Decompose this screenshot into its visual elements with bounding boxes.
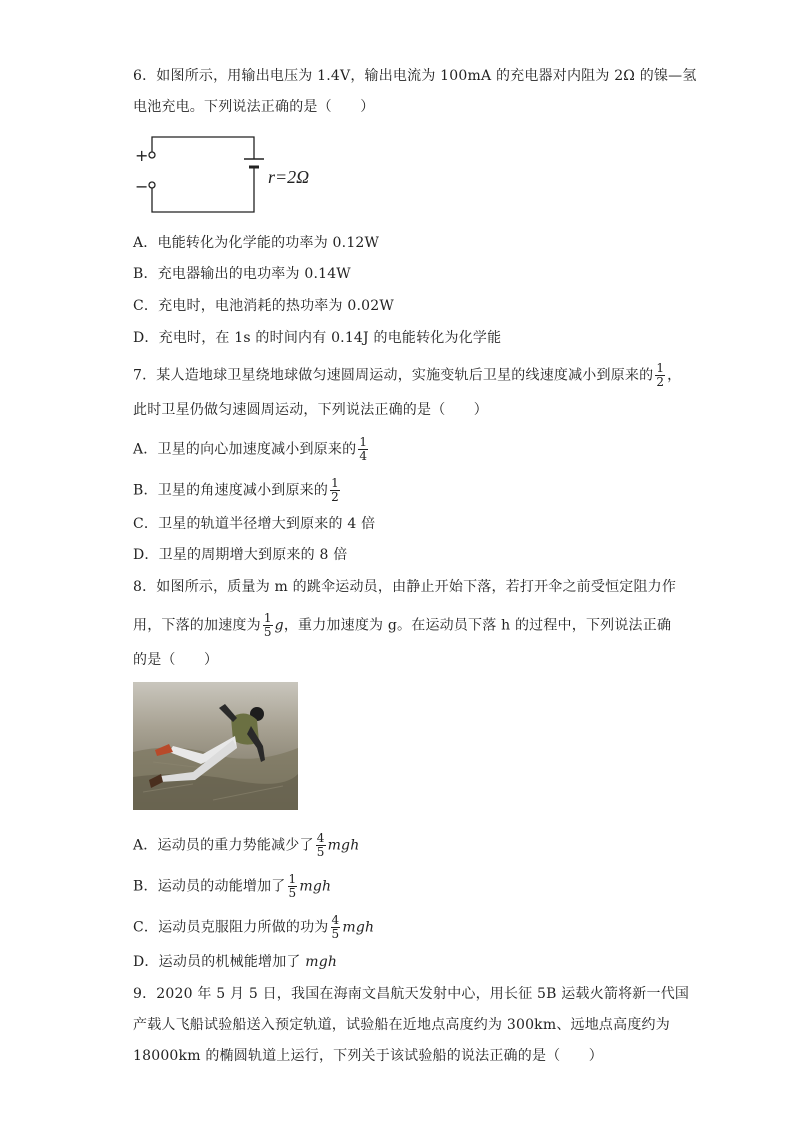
- minus-terminal-node: [149, 182, 155, 188]
- fraction-one-fifth: $\frac{1}{5}$: [288, 872, 297, 900]
- fraction-four-fifths: $\frac{4}{5}$: [316, 831, 325, 859]
- q6-stem-line1: 6．如图所示，用输出电压为 1.4V，输出电流为 100mA 的充电器对内阻为 2Ω 的镍—氢: [133, 68, 697, 84]
- circuit-diagram: [133, 135, 333, 219]
- q7-stem-line1: 7．某人造地球卫星绕地球做匀速圆周运动，实施变轨后卫星的线速度减小到原来的 $\frac{1}{2}$ ，: [133, 361, 682, 389]
- q7-stem-text: 7．某人造地球卫星绕地球做匀速圆周运动，实施变轨后卫星的线速度减小到原来的: [133, 367, 654, 384]
- skydiver-photo: [133, 682, 298, 810]
- internal-resistance-label: r=2Ω: [268, 167, 310, 187]
- q7-option-b[interactable]: B．卫星的角速度减小到原来的 $\frac{1}{2}$: [133, 476, 339, 504]
- minus-terminal-label: −: [135, 177, 149, 196]
- q7-option-a[interactable]: A．卫星的向心加速度减小到原来的 $\frac{1}{4}$: [133, 435, 368, 463]
- q7-stem-line2: 此时卫星仍做匀速圆周运动，下列说法正确的是（ ）: [133, 402, 488, 418]
- q6-option-a[interactable]: A．电能转化为化学能的功率为 0.12W: [133, 235, 380, 251]
- q9-stem-line3: 18000km 的椭圆轨道上运行，下列关于该试验船的说法正确的是（ ）: [133, 1048, 603, 1064]
- q8-option-b[interactable]: B．运动员的动能增加了 $\frac{1}{5}$ mgh: [133, 872, 332, 900]
- q7-option-c[interactable]: C．卫星的轨道半径增大到原来的 4 倍: [133, 516, 376, 532]
- q8-stem-line1: 8．如图所示，质量为 m 的跳伞运动员，由静止开始下落，若打开伞之前受恒定阻力作: [133, 579, 677, 595]
- q6-option-b[interactable]: B．充电器输出的电功率为 0.14W: [133, 266, 351, 282]
- circuit-bottom-wire: [152, 167, 254, 212]
- fraction-one-fifth: $\frac{1}{5}$: [263, 611, 272, 639]
- q8-stem-line3: 的是（ ）: [133, 652, 219, 668]
- q8-stem-line2: 用，下落的加速度为 $\frac{1}{5}$ g，重力加速度为 g。在运动员下落 h 的过程中，下列说法正确: [133, 611, 672, 639]
- q9-stem-line2: 产载人飞船试验船送入预定轨道，试验船在近地点高度约为 300km、远地点高度约为: [133, 1017, 670, 1033]
- q6-stem-line2: 电池充电。下列说法正确的是（ ）: [133, 99, 375, 115]
- q7-option-d[interactable]: D．卫星的周期增大到原来的 8 倍: [133, 547, 348, 563]
- q9-stem-line1: 9．2020 年 5 月 5 日，我国在海南文昌航天发射中心，用长征 5B 运载火箭将新一代国: [133, 986, 690, 1002]
- plus-terminal-node: [149, 152, 155, 158]
- fraction-four-fifths: $\frac{4}{5}$: [331, 913, 340, 941]
- q8-option-d[interactable]: D．运动员的机械能增加了 mgh: [133, 954, 338, 970]
- fraction-one-half: $\frac{1}{2}$: [656, 361, 665, 389]
- fraction-one-quarter: $\frac{1}{4}$: [359, 435, 368, 463]
- circuit-top-wire: [152, 137, 254, 159]
- fraction-one-half: $\frac{1}{2}$: [331, 476, 339, 504]
- plus-terminal-label: +: [135, 146, 149, 165]
- q6-option-c[interactable]: C．充电时，电池消耗的热功率为 0.02W: [133, 298, 394, 314]
- q8-option-a[interactable]: A．运动员的重力势能减少了 $\frac{4}{5}$ mgh: [133, 831, 360, 859]
- q6-option-d[interactable]: D．充电时，在 1s 的时间内有 0.14J 的电能转化为化学能: [133, 330, 502, 346]
- q8-option-c[interactable]: C．运动员克服阻力所做的功为 $\frac{4}{5}$ mgh: [133, 913, 375, 941]
